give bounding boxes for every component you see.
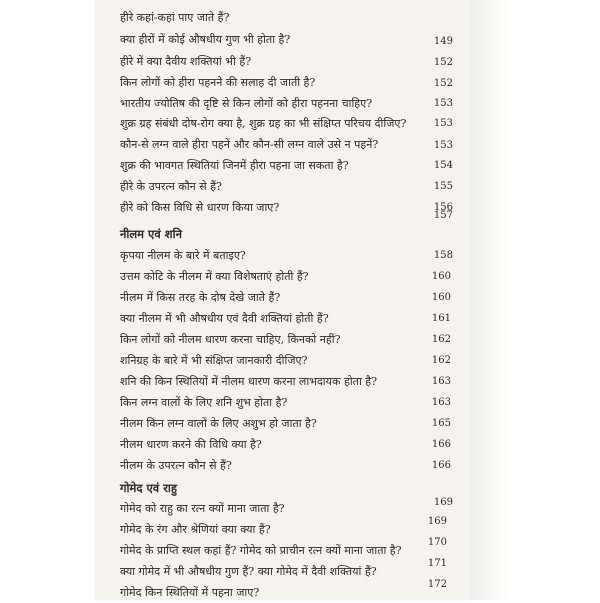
toc-entry [120,499,465,519]
toc-entry-page-number: 152 [433,57,453,68]
toc-entry-title: भारतीय ज्योतिष की दृष्टि से किन लोगों को हीरा पहनना चाहिए? [120,97,373,110]
toc-entry-title: गोमेद किन स्थितियों में पहना जाए? [120,586,260,599]
toc-entry-title: शुक्र की भावगत स्थितियां जिनमें हीरा पहना जा सकता है? [120,159,349,172]
toc-entry-page-number: 170 [427,537,447,548]
toc-entry-page-number: 156 [433,202,453,213]
toc-entry [120,52,465,72]
toc-entry-title: उत्तम कोटि के नीलम में क्या विशेषताएं होती हैं? [120,270,309,283]
toc-entry [120,516,465,540]
toc-entry-page-number: 158 [433,250,453,261]
toc-entry-page-number: 165 [431,418,451,429]
toc-entry-title: कौन-से लग्न वाले हीरा पहनें और कौन-सी लग्न वाले उसे न पहनें? [120,138,379,151]
toc-entry-title: नीलम के उपरत्न कौन से हैं? [120,459,232,472]
toc-entry-title: हीरे को किस विधि से धारण किया जाए? [120,201,280,214]
toc-entry [120,456,465,476]
toc-entry [120,414,465,434]
toc-entry [120,177,465,197]
toc-entry [120,351,465,371]
toc-entry-title: गोमेद के प्राप्ति स्थल कहां हैं? गोमेद को प्राचीन रत्न क्यों माना जाता है? [120,544,402,557]
toc-entry-page-number: 171 [427,558,447,569]
toc-entry-title: गोमेद को राहु का रत्न क्यों माना जाता है? [120,502,285,515]
toc-entry [120,114,465,134]
toc-entry [120,579,465,603]
toc-entry-title: किन लग्न वालों के लिए शनि शुभ होता है? [120,396,288,409]
toc-entry [120,30,465,50]
toc-entry-title: क्या गोमेद में भी औषधीय गुण हैं? क्या गोमेद में दैवी शक्तियां हैं? [120,565,377,578]
toc-entry-page-number: 153 [433,98,453,109]
toc-entry-title: नीलम धारण करने की विधि क्या है? [120,438,262,451]
toc-entry-title: हीरे कहां-कहां पाए जाते हैं? [120,11,230,24]
toc-entry [120,8,465,28]
toc-entry [120,330,465,350]
toc-entry-page-number: 163 [431,397,451,408]
toc-entry-page-number: 160 [431,292,451,303]
toc-entry-page-number: 162 [431,355,451,366]
toc-entry-page-number: 163 [431,376,451,387]
toc-entry [120,558,465,582]
toc-entry-page-number: 155 [433,181,453,192]
toc-entry-title: किन लोगों को नीलम धारण करना चाहिए, किनको नहीं? [120,333,341,346]
toc-entry-page-number: 153 [433,140,453,151]
section-heading: गोमेद एवं राहु [120,481,177,495]
toc-entry-page-number: 166 [431,439,451,450]
toc-entry-title: नीलम किन लग्न वालों के लिए अशुभ हो जाता है? [120,417,317,430]
toc-entry-title: नीलम में किस तरह के दोष देखे जाते हैं? [120,291,281,304]
toc-entry-page-number: 169 [427,516,447,527]
toc-entry-page-number: 153 [433,118,453,129]
toc-entry [120,288,465,308]
toc-entry-page-number: 166 [431,460,451,471]
toc-entry-page-number: 172 [427,579,447,590]
toc-entry-title: किन लोगों को हीरा पहनने की सलाह दी जाती है? [120,76,316,89]
toc-entry [120,435,465,455]
toc-entry-page-number: 160 [431,271,451,282]
toc-entry [120,393,465,413]
toc-entry-title: हीरे के उपरत्न कौन से हैं? [120,180,222,193]
toc-entry-page-number: 169 [433,497,453,508]
toc-entry-page-number: 154 [433,160,453,171]
toc-entry-title: क्या हीरों में कोई औषधीय गुण भी होता है? [120,33,291,46]
toc-entry-title: गोमेद के रंग और श्रेणियां क्या क्या हैं? [120,523,271,536]
toc-entry-page-number: 161 [431,313,451,324]
toc-entry-title: हीरे में क्या दैवीय शक्तियां भी हैं? [120,55,252,68]
toc-entry-page-number: 162 [431,334,451,345]
toc-entry [120,309,465,329]
toc-entry-title: शनि की किन स्थितियों में नीलम धारण करना लाभदायक होता है? [120,375,378,388]
toc-entry [120,537,465,561]
page-edge [470,0,510,600]
toc-entry-title: क्या नीलम में भी औषधीय एवं दैवी शक्तियां होती हैं? [120,312,329,325]
toc-entry [120,267,465,287]
toc-entry-page-number: 149 [433,36,453,47]
toc-entry [120,246,465,266]
toc-entry [120,156,465,176]
section-heading: नीलम एवं शनि [120,227,182,241]
toc-entry-title: कृपया नीलम के बारे में बताइए? [120,249,246,262]
toc-entry-page-number: 157 [433,210,453,221]
toc-entry-page-number: 152 [433,78,453,89]
toc-entry [120,135,465,155]
toc-entry [120,73,465,93]
toc-entry-title: शुक्र ग्रह संबंधी दोष-रोग क्या है, शुक्र ग्रह का भी संक्षिप्त परिचय दीजिए? [120,117,407,130]
toc-entry [120,372,465,392]
toc-entry-title: शनिग्रह के बारे में भी संक्षिप्त जानकारी दीजिए? [120,354,308,367]
toc-entry [120,94,465,114]
